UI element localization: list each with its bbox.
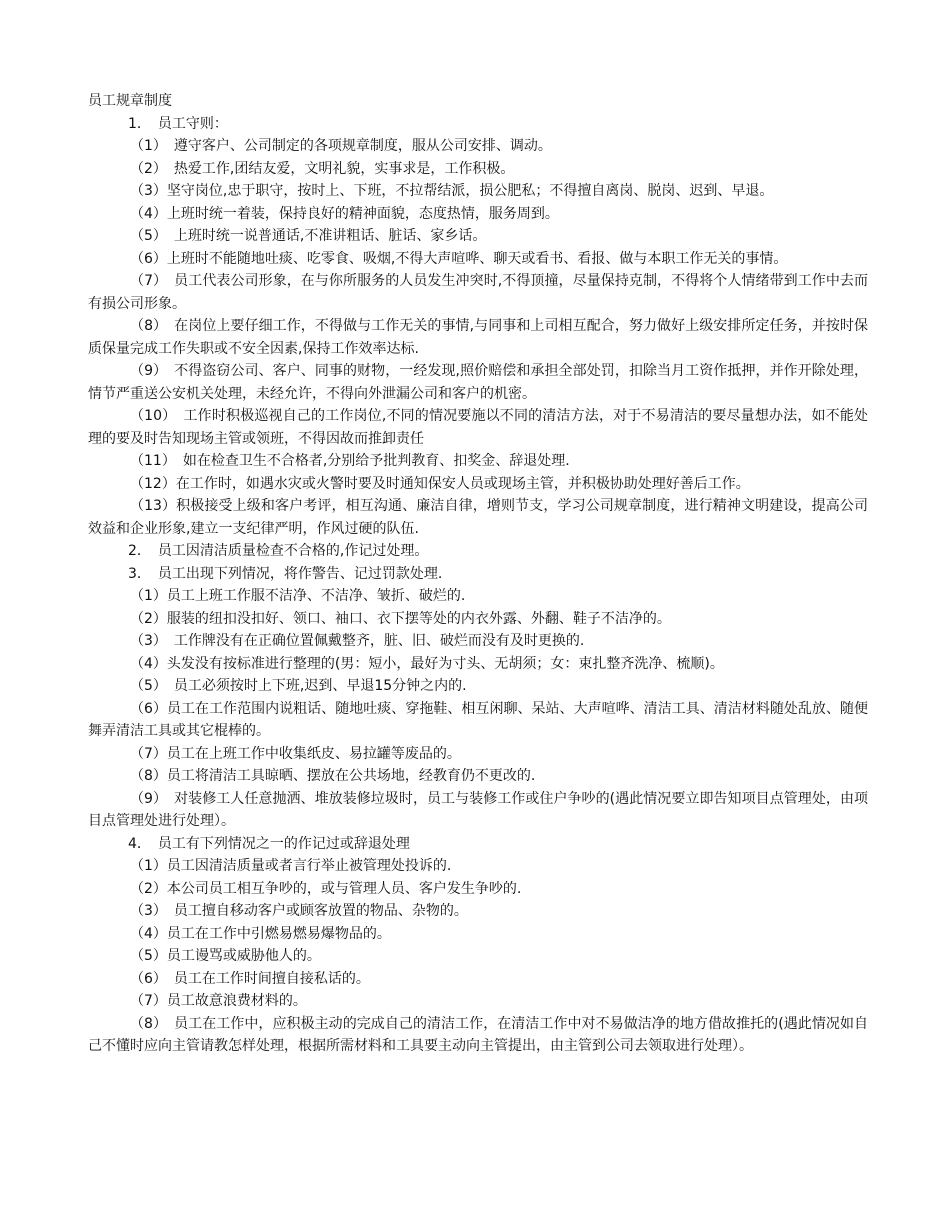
rule-item: （10） 工作时积极巡视自己的工作岗位,不同的情况要施以不同的清洁方法，对于不易清洁的要尽量想办法，如不能处理的要及时告知现场主管或领班，不得因故而推卸责任 <box>88 408 868 447</box>
rule-item: （4）上班时统一着装，保持良好的精神面貌，态度热情，服务周到。 <box>130 205 559 222</box>
rule-item: （5） 员工必须按时上下班,迟到、早退15分钟之内的. <box>130 678 467 694</box>
rule-item: （4）头发没有按标准进行整理的(男：短小，最好为寸头、无胡须；女：束扎整齐洗净、梳顺)。 <box>130 655 724 672</box>
rule-item: （9） 不得盗窃公司、客户、同事的财物，一经发现,照价赔偿和承担全部处罚，扣除当月工资作抵押，并作开除处理，情节严重送公安机关处理，未经允许，不得向外泄漏公司和客户的机密。 <box>88 363 868 402</box>
rule-item: （8） 在岗位上要仔细工作，不得做与工作无关的事情,与同事和上司相互配合，努力做好上级安排所定任务，并按时保质保量完成工作失职或不安全因素,保持工作效率达标. <box>88 318 868 357</box>
rule-item: （3） 工作牌没有在正确位置佩戴整齐，脏、旧、破烂而没有及时更换的. <box>130 633 585 649</box>
rule-item: （7）员工故意浪费材料的。 <box>130 993 307 1009</box>
rule-item: （12）在工作时，如遇水灾或火警时要及时通知保安人员或现场主管，并积极协助处理好善后工作。 <box>130 475 750 492</box>
rule-item: （6） 员工在工作时间擅自接私话的。 <box>130 970 370 987</box>
document-body <box>88 90 868 1058</box>
rule-item: （1）员工因清洁质量或者言行举止被管理处投诉的. <box>130 858 452 874</box>
rule-item: （13）积极接受上级和客户考评，相互沟通、廉洁自律，增则节支，学习公司规章制度，进行精神文明建设，提高公司效益和企业形象,建立一支纪律严明，作风过硬的队伍. <box>88 498 868 537</box>
rule-item: （2）服装的纽扣没扣好、领口、袖口、衣下摆等处的内衣外露、外翻、鞋子不洁净的。 <box>130 610 671 627</box>
rule-item: （6）上班时不能随地吐痰、吃零食、吸烟,不得大声喧哗、聊天或看书、看报、做与本职工作无关的事情。 <box>130 250 788 267</box>
rule-item: （2） 热爱工作,团结友爱，文明礼貌，实事求是，工作积极。 <box>130 160 515 177</box>
rule-item: （7） 员工代表公司形象，在与你所服务的人员发生冲突时,不得顶撞，尽量保持克制，不得将个人情绪带到工作中去而有损公司形象。 <box>88 273 868 312</box>
rule-item: （1） 遵守客户、公司制定的各项规章制度，服从公司安排、调动。 <box>130 138 552 154</box>
rule-item: （9） 对装修工人任意抛洒、堆放装修垃圾时，员工与装修工作或住户争吵的(遇此情况要立即告知项目点管理处，由项目点管理处进行处理）。 <box>88 790 868 829</box>
rule-item: （3） 员工擅自移动客户或顾客放置的物品、杂物的。 <box>130 903 468 919</box>
rule-item: （6）员工在工作范围内说粗话、随地吐痰、穿拖鞋、相互闲聊、呆站、大声喧哗、清洁工具、清洁材料随处乱放、随便舞弄清洁工具或其它棍棒的。 <box>88 700 868 739</box>
rule-item: （2）本公司员工相互争吵的，或与管理人员、客户发生争吵的. <box>130 880 522 897</box>
rule-item: （4）员工在工作中引燃易燃易爆物品的。 <box>130 925 391 942</box>
rule-item: （8）员工将清洁工具晾晒、摆放在公共场地，经教育仍不更改的. <box>130 768 536 784</box>
rule-item: （8） 员工在工作中，应积极主动的完成自己的清洁工作，在清洁工作中对不易做洁净的地方借故推托的(遇此情况如自己不懂时应向主管请教怎样处理，根据所需材料和工具要主动向主管提出，由主管到公司去领取进行处理）。 <box>88 1015 868 1054</box>
rule-item: （3）坚守岗位,忠于职守，按时上、下班，不拉帮结派，损公肥私；不得擅自离岗、脱岗、迟到、早退。 <box>130 183 774 199</box>
document-title: 员工规章制度 <box>88 93 172 109</box>
section-heading: 1． 员工守则： <box>128 115 228 132</box>
rule-item: （11） 如在检查卫生不合格者,分别给予批判教育、扣奖金、辞退处理. <box>130 453 570 469</box>
rule-item: （5） 上班时统一说普通话,不准讲粗话、脏话、家乡话。 <box>130 228 487 244</box>
rule-item: （1）员工上班工作服不洁净、不洁净、皱折、破烂的. <box>130 588 466 604</box>
section-heading: 4． 员工有下列情况之一的作记过或辞退处理 <box>128 835 410 852</box>
section-heading: 2． 员工因清洁质量检查不合格的,作记过处理。 <box>128 543 429 559</box>
rule-item: （5）员工谩骂或威胁他人的。 <box>130 948 321 964</box>
rule-item: （7）员工在上班工作中收集纸皮、易拉罐等废品的。 <box>130 745 461 762</box>
section-heading: 3． 员工出现下列情况，将作警告、记过罚款处理. <box>128 565 443 582</box>
paragraph-list <box>88 113 868 1058</box>
